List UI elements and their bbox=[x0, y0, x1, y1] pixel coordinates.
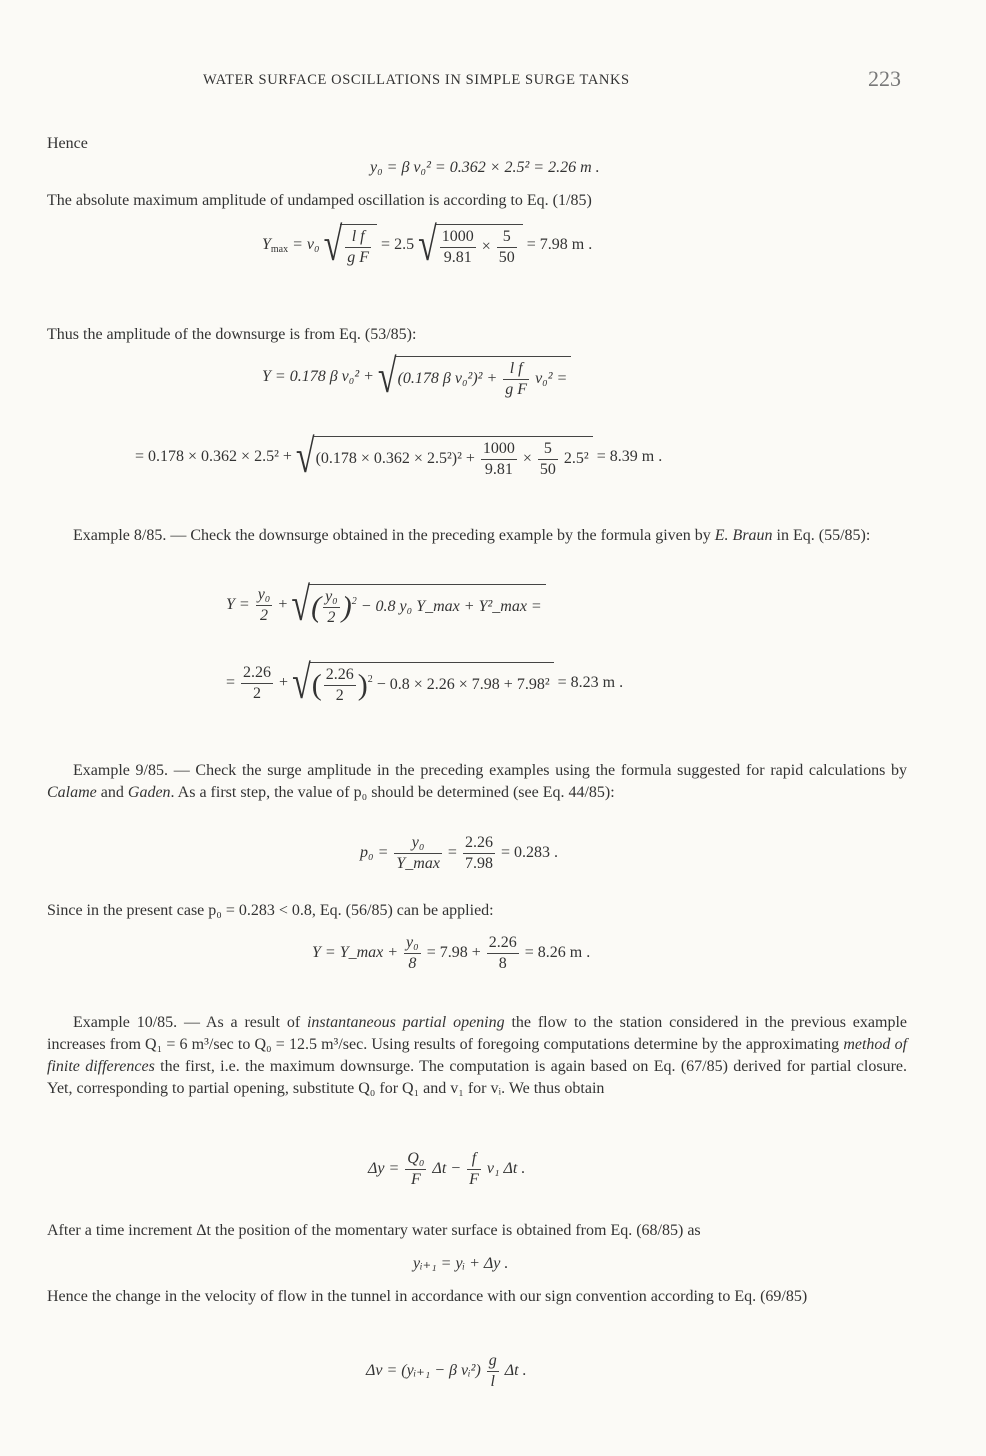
braun-result: = 8.23 m . bbox=[557, 674, 624, 692]
paragraph-hence-2: Hence the change in the velocity of flow in the tunnel in accordance with our sign convention according to Eq. (69/85) bbox=[47, 1288, 808, 1305]
paragraph-example-10: Example 10/85. — As a result of instantaneous partial opening the flow to the station considered in the previous example increases from Q₁ = 6 m³/sec to Q₀ = 12.5 m³/sec. Using results of foregoing computations determine by the approximating method of finite differences the first, i.e. the maximum downsurge. The computation is again based on Eq. (67/85) derived for partial closure. Yet, corresponding to partial opening, substitute Q₀ for Q₁ and v₁ for vᵢ. We thus obtain bbox=[47, 1014, 908, 1097]
sqrt-1: √ $\frac{\text{l f}}{\text{g F}}$ bbox=[324, 224, 377, 267]
equation-braun-general: Y = $\frac{\text{y₀}}{2}$ + √( $\frac{\text{y₀}}{2}$ )$^2$ − 0.8 y₀ Y_max + Y²_max = bbox=[226, 584, 546, 627]
frac-f-F: $\frac{f}{F}$ bbox=[469, 1150, 479, 1188]
downsurge-numeric-lhs: = 0.178 × 0.362 × 2.5² + bbox=[135, 448, 292, 466]
equation-delta-v: Δv = (yᵢ₊₁ − β vᵢ²) $\frac{g}{l}$ Δt . bbox=[366, 1352, 527, 1390]
equation-delta-y: Δy = $\frac{\text{Q₀}}{F}$ Δt − $\frac{f}{F}$ v₁ Δt . bbox=[368, 1150, 526, 1188]
equation-braun-numeric: = $\frac{2.26}{2}$ + √( $\frac{2.26}{2}$ )$^2$ − 0.8 × 2.26 × 7.98 + 7.98² = 8.23 m . bbox=[226, 656, 624, 709]
frac-226-798: $\frac{2.26}{7.98}$ bbox=[464, 834, 493, 872]
frac-226-2-inner: $\frac{2.26}{2}$ bbox=[325, 666, 354, 704]
frac-226-2: $\frac{2.26}{2}$ bbox=[243, 664, 272, 702]
paragraph-after: After a time increment Δt the position of the momentary water surface is obtained from Eq. (68/85) as bbox=[47, 1222, 701, 1239]
paragraph-downsurge: Thus the amplitude of the downsurge is from Eq. (53/85): bbox=[47, 326, 417, 343]
ymax-mid: = 2.5 bbox=[381, 236, 415, 254]
ymax-eq-v0: = v₀ bbox=[292, 236, 320, 254]
frac-lf-gF: $\frac{\text{l f}}{\text{g F}}$ bbox=[347, 228, 370, 266]
paragraph-since: Since in the present case p₀ = 0.283 < 0.8, Eq. (56/85) can be applied: bbox=[47, 902, 494, 919]
frac-y0-ymax: $\frac{\text{y₀}}{Y\_\max}$ bbox=[396, 834, 440, 872]
ymax-lhs: Y bbox=[262, 236, 271, 254]
sqrt-4: √(0.178 × 0.362 × 2.5²)² + $\frac{1000}{9.81}$ × $\frac{5}{50}$ 2.5² bbox=[296, 436, 593, 479]
frac-lf-gF-2: $\frac{\text{l f}}{\text{g F}}$ bbox=[505, 360, 528, 398]
frac-1000-981: $\frac{1000}{9.81}$ bbox=[441, 228, 474, 266]
frac-y0-2-inner: $\frac{\text{y₀}}{2}$ bbox=[325, 588, 338, 626]
frac-y0-8: $\frac{\text{y₀}}{8}$ bbox=[406, 934, 419, 972]
sqrt-2: √ $\frac{1000}{9.81}$ × $\frac{5}{50}$ bbox=[418, 224, 523, 267]
ymax-lhs-sub: max bbox=[270, 244, 289, 256]
equation-calame-gaden: Y = Y_max + $\frac{\text{y₀}}{8}$ = 7.98 + $\frac{2.26}{8}$ = 8.26 m . bbox=[312, 934, 591, 972]
equation-downsurge-general bbox=[262, 350, 571, 403]
frac-y0-2: $\frac{\text{y₀}}{2}$ bbox=[257, 586, 271, 624]
running-title: WATER SURFACE OSCILLATIONS IN SIMPLE SURGE TANKS bbox=[203, 72, 630, 88]
downsurge-numeric-result: = 8.39 m . bbox=[596, 448, 663, 466]
paragraph-hence: Hence bbox=[47, 135, 88, 152]
sqrt-3: √(0.178 β v₀²)² + $\frac{\text{l f}}{\text{g F}}$ v₀² = bbox=[378, 356, 571, 399]
paragraph-example-9: Example 9/85. — Check the surge amplitude in the preceding examples using the formula suggested for rapid calculations by Calame and Gaden. As a first step, the value of p₀ should be determined (see Eq. 44/85): bbox=[47, 762, 907, 801]
equation-y0: y₀ = β v₀² = 0.362 × 2.5² = 2.26 m . bbox=[370, 159, 600, 176]
equation-ymax bbox=[262, 218, 593, 271]
equation-p0: p₀ = $\frac{\text{y₀}}{Y\_\max}$ = $\frac{2.26}{7.98}$ = 0.283 . bbox=[360, 834, 558, 872]
frac-226-8: $\frac{2.26}{8}$ bbox=[488, 934, 517, 972]
frac-Q0-F: $\frac{\text{Q₀}}{F}$ bbox=[407, 1150, 425, 1188]
frac-1000-981-b: $\frac{1000}{9.81}$ bbox=[482, 440, 515, 478]
equation-downsurge-numeric bbox=[135, 430, 663, 483]
sqrt-6: √( $\frac{2.26}{2}$ )$^2$ − 0.8 × 2.26 × 7.98 + 7.98² bbox=[292, 662, 554, 705]
paragraph-example-8: Example 8/85. — Check the downsurge obtained in the preceding example by the formula given by E. Braun in Eq. (55/85): bbox=[73, 527, 871, 544]
page-number: 223 bbox=[868, 66, 901, 91]
equation-y-next: yᵢ₊₁ = yᵢ + Δy . bbox=[413, 1255, 509, 1272]
downsurge-lhs: Y = 0.178 β v₀² + bbox=[262, 368, 374, 386]
paragraph-absolute-maximum: The absolute maximum amplitude of undamped oscillation is according to Eq. (1/85) bbox=[47, 192, 592, 209]
author-braun: E. Braun bbox=[714, 527, 773, 544]
ymax-result: = 7.98 m . bbox=[526, 236, 593, 254]
frac-g-l: $\frac{g}{l}$ bbox=[488, 1352, 497, 1390]
frac-5-50: $\frac{5}{50}$ bbox=[498, 228, 515, 266]
sqrt-5: √( $\frac{\text{y₀}}{2}$ )$^2$ − 0.8 y₀ Y_max + Y²_max = bbox=[291, 584, 545, 627]
frac-5-50-b: $\frac{5}{50}$ bbox=[539, 440, 556, 478]
